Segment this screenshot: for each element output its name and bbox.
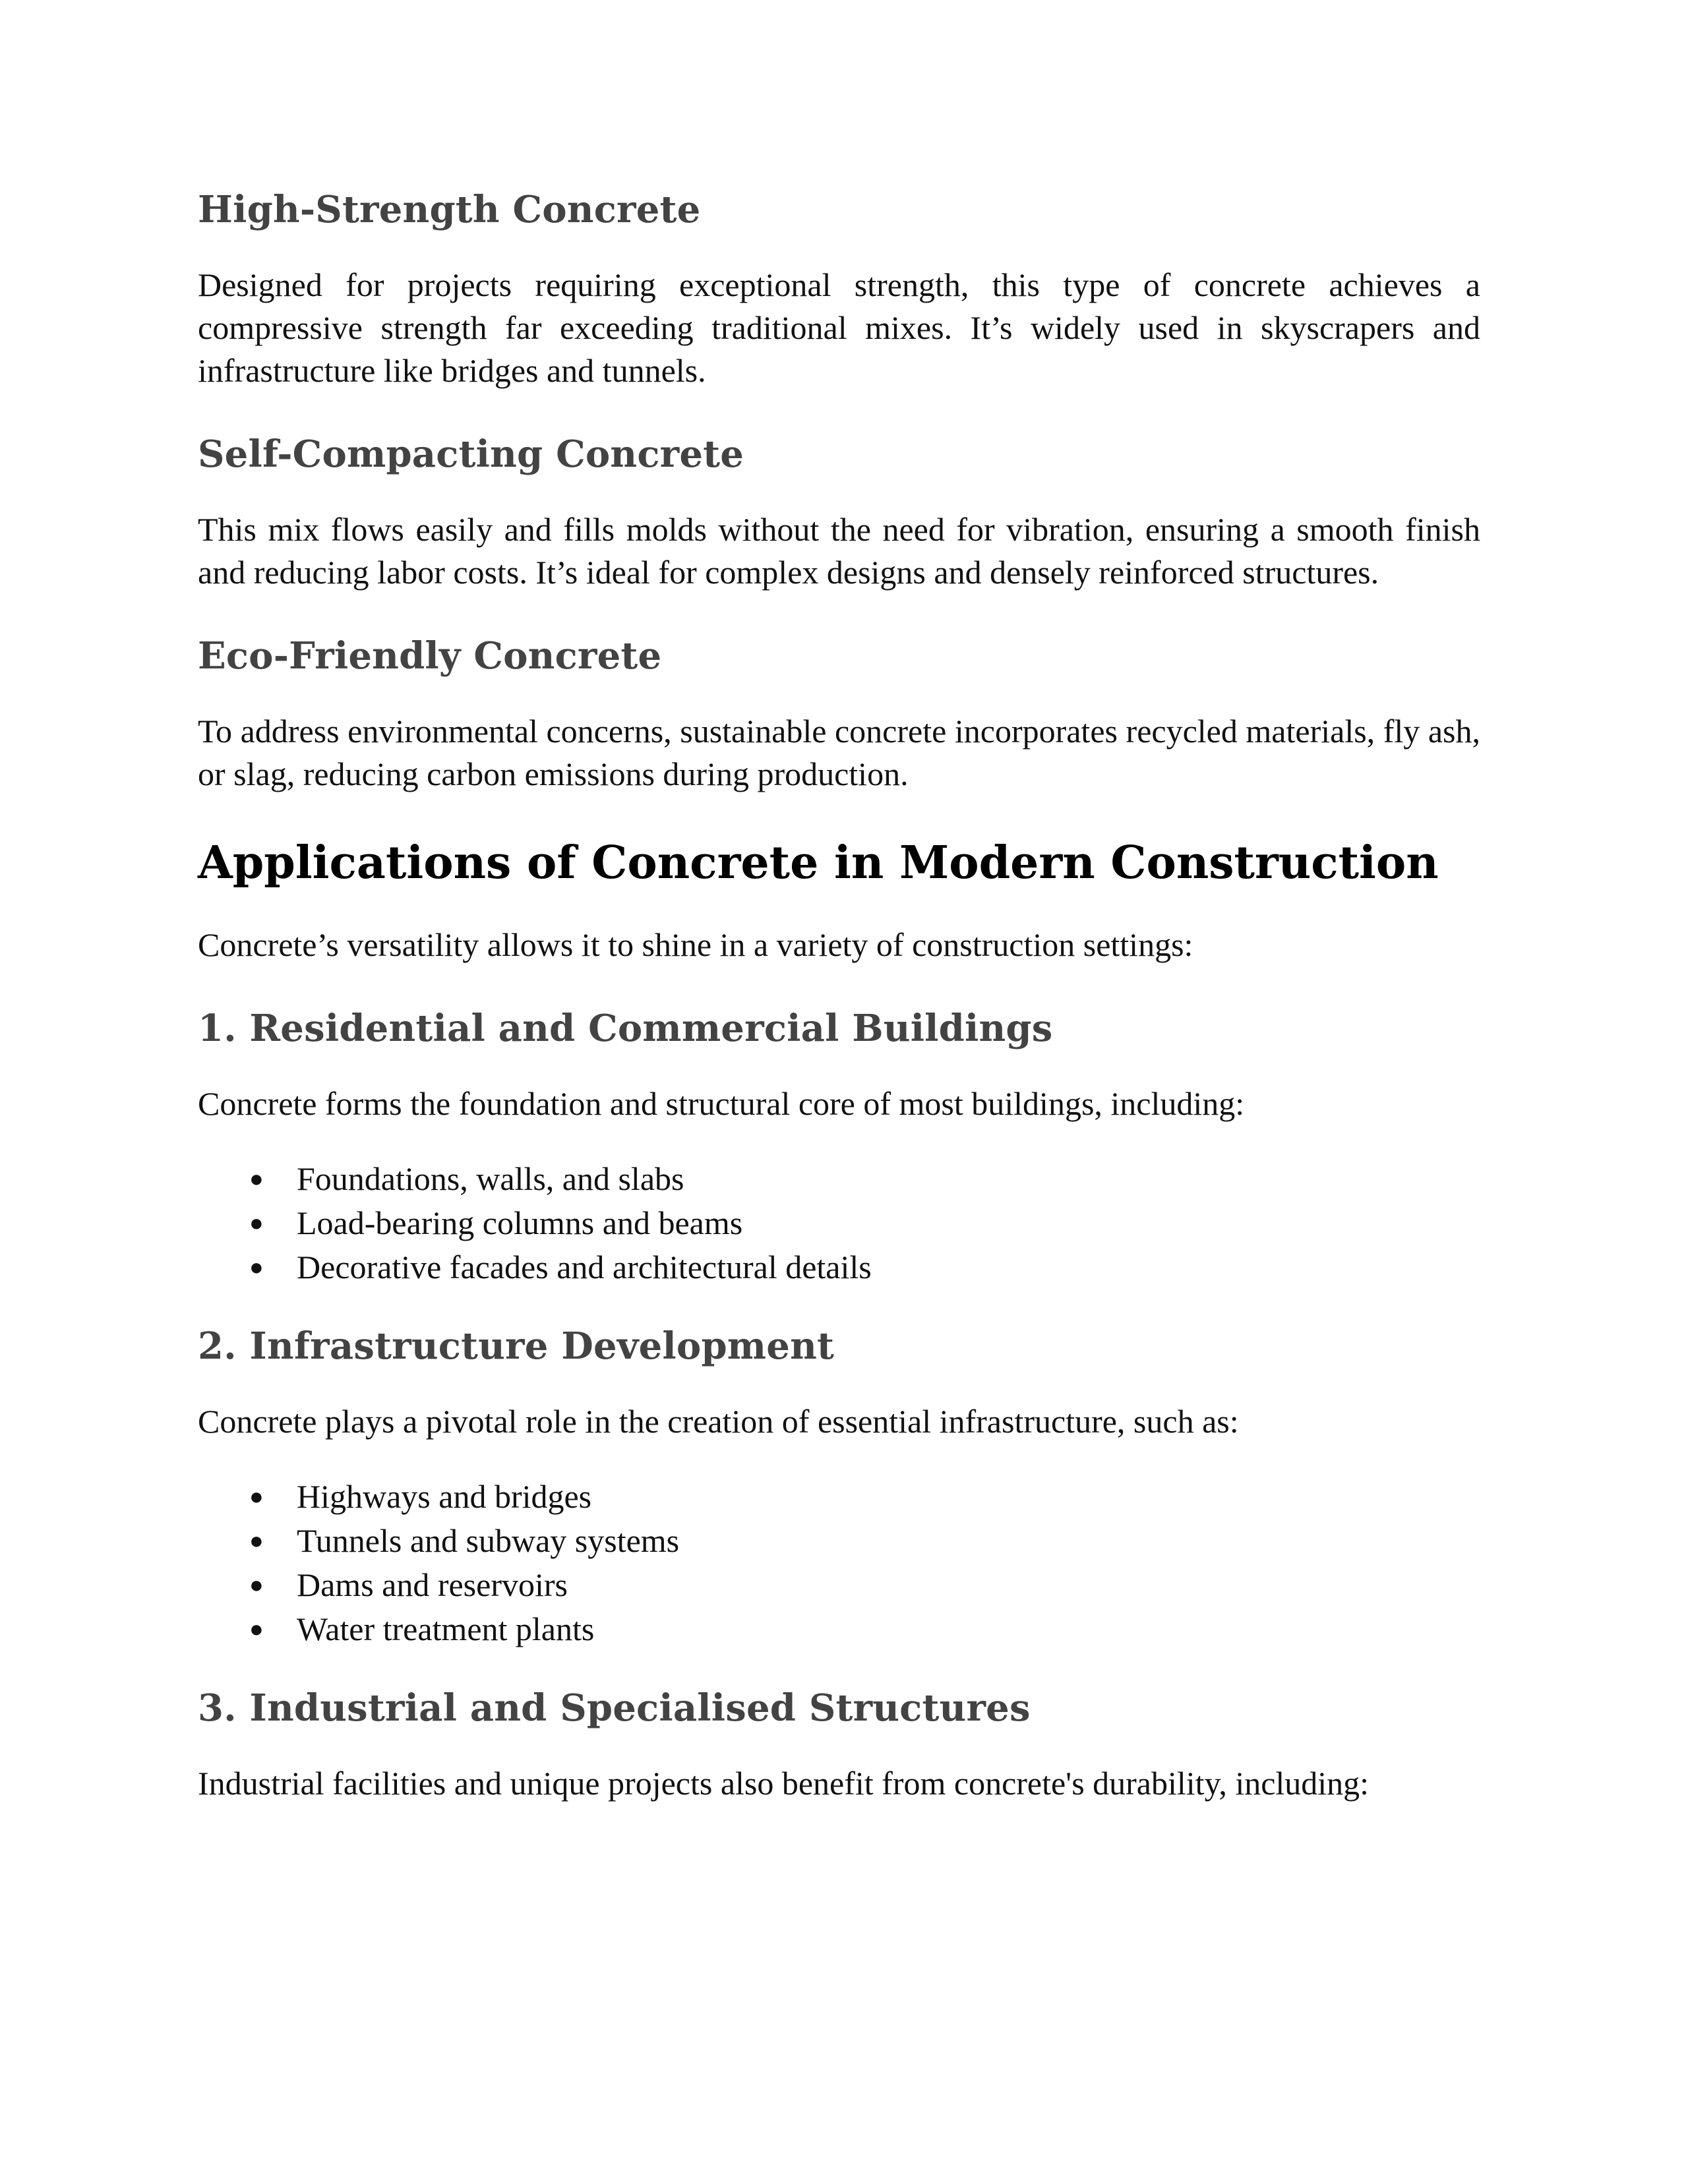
document-page: [198, 186, 1480, 1805]
section-heading-high-strength: High-Strength Concrete: [198, 188, 701, 231]
industrial-intro: Industrial facilities and unique projects also benefit from concrete's durability, including:: [198, 1765, 1370, 1802]
applications-intro: Concrete’s versatility allows it to shine in a variety of construction settings:: [198, 926, 1193, 963]
bullet-icon: ●: [249, 1483, 264, 1510]
bullet-icon: ●: [249, 1210, 264, 1236]
industrial-heading: 3. Industrial and Specialised Structures: [198, 1686, 1031, 1730]
bullet-icon: ●: [249, 1254, 264, 1280]
list-item: ● Foundations, walls, and slabs: [198, 1157, 1480, 1201]
infrastructure-list: [198, 1475, 1480, 1651]
applications-heading: Applications of Concrete in Modern Construction: [198, 837, 1439, 889]
bullet-icon: ●: [249, 1616, 264, 1642]
section-body-high-strength: Designed for projects requiring exceptional strength, this type of concrete achieves a compressive strength far exceeding traditional mixes. It’s widely used in skyscrapers and infrastructure like bridges and tunnels.: [198, 266, 1480, 389]
list-item: ● Dams and reservoirs: [198, 1563, 1480, 1607]
residential-list: [198, 1157, 1480, 1289]
bullet-icon: ●: [249, 1572, 264, 1598]
list-item: ● Tunnels and subway systems: [198, 1519, 1480, 1563]
infrastructure-heading: 2. Infrastructure Development: [198, 1324, 835, 1368]
bullet-icon: ●: [249, 1166, 264, 1192]
list-item: ● Load-bearing columns and beams: [198, 1201, 1480, 1245]
section-body-self-compacting: This mix flows easily and fills molds without the need for vibration, ensuring a smooth finish and reducing labor costs. It’s ideal for complex designs and densely reinforced structures.: [198, 511, 1480, 591]
bullet-icon: ●: [249, 1527, 264, 1554]
section-heading-self-compacting: Self-Compacting Concrete: [198, 432, 744, 476]
infrastructure-intro: Concrete plays a pivotal role in the creation of essential infrastructure, such as:: [198, 1403, 1239, 1440]
residential-heading: 1. Residential and Commercial Buildings: [198, 1007, 1053, 1050]
list-item: ● Decorative facades and architectural details: [198, 1245, 1480, 1289]
section-heading-eco-friendly: Eco-Friendly Concrete: [198, 634, 662, 678]
section-body-eco-friendly: To address environmental concerns, sustainable concrete incorporates recycled materials, fly ash, or slag, reducing carbon emissions during production.: [198, 713, 1480, 792]
list-item: ● Highways and bridges: [198, 1475, 1480, 1519]
list-item: ● Water treatment plants: [198, 1607, 1480, 1651]
residential-intro: Concrete forms the foundation and structural core of most buildings, including:: [198, 1085, 1245, 1122]
